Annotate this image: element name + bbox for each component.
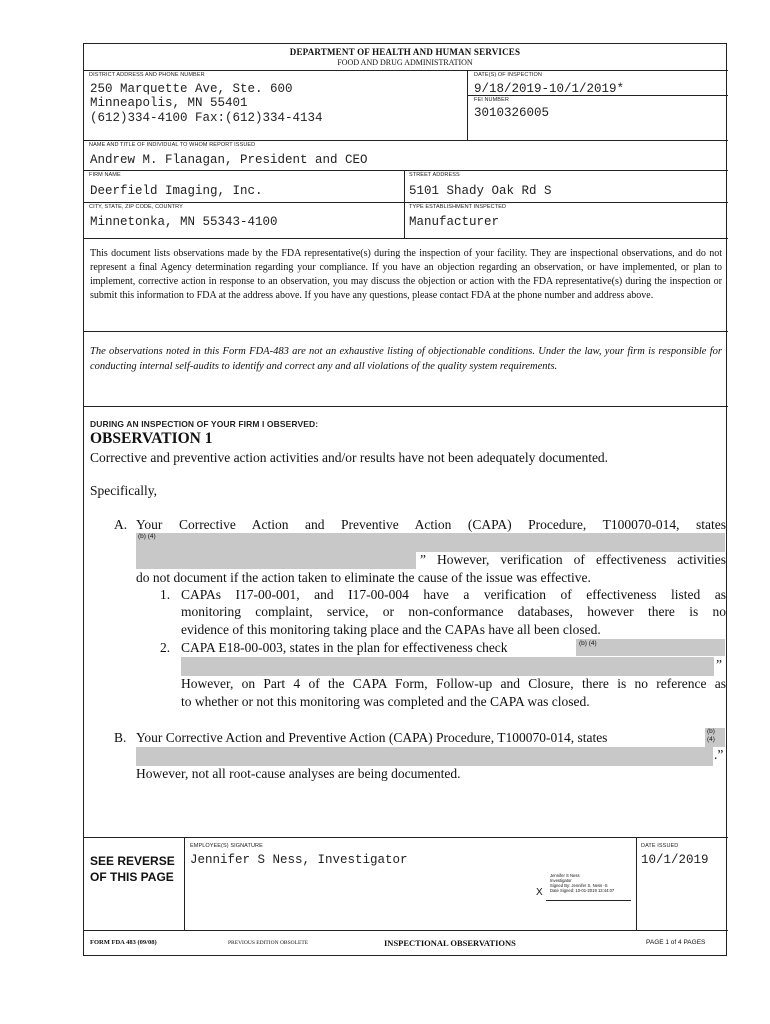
divider [467, 70, 468, 140]
fei-number: 3010326005 [474, 106, 550, 120]
item-a2-marker: 2. [160, 640, 171, 655]
item-b-close: .” [714, 747, 724, 762]
item-a-after-redaction: ” However, verification of effectiveness activities [420, 552, 726, 567]
redaction-code-4: (4) [707, 736, 715, 743]
item-b-text: Your Corrective Action and Preventive Action (CAPA) Procedure, T100070-014, states [136, 730, 608, 745]
item-a-text: Your Corrective Action and Preventive Action (CAPA) Procedure, T100070-014, states [136, 517, 726, 532]
fda-483-form [83, 43, 727, 956]
item-a1-line2: monitoring complaint, service, or non-conformance databases, however there is no [181, 604, 726, 619]
esig-name: Jennifer S Ness [550, 873, 580, 878]
employee-name: Jennifer S Ness, Investigator [190, 853, 408, 867]
item-a-continuation: do not document if the action taken to eliminate the cause of the issue was effective. [136, 570, 591, 585]
page-count: PAGE 1 of 4 PAGES [646, 939, 706, 946]
divider [84, 837, 728, 838]
disclaimer-paragraph: The observations noted in this Form FDA-483 are not an exhaustive listing of objectionable conditions. Under the law, your firm is responsible for conducting internal self-audits to identify and correct any and all violations of the quality system requirements. [90, 346, 722, 372]
individual-name: Andrew M. Flanagan, President and CEO [90, 153, 368, 167]
firm-name-label: FIRM NAME [89, 172, 121, 178]
sub-agency-title: FOOD AND DRUG ADMINISTRATION [337, 58, 473, 67]
redaction-block [136, 552, 416, 569]
specifically-text: Specifically, [90, 483, 157, 498]
item-a1-line3: evidence of this monitoring taking place and the CAPAs have all been closed. [181, 622, 601, 637]
esig-date: Date Signed: 10-01-2019 13:44:07 [550, 888, 615, 893]
redaction-block [136, 533, 725, 552]
item-a1-marker: 1. [160, 587, 171, 602]
date-issued: 10/1/2019 [641, 853, 709, 867]
item-a2-line3: However, on Part 4 of the CAPA Form, Follow-up and Closure, there is no reference as [181, 676, 726, 691]
divider [636, 837, 637, 930]
establishment-type-label: TYPE ESTABLISHMENT INSPECTED [409, 204, 507, 210]
firm-name: Deerfield Imaging, Inc. [90, 184, 263, 198]
fei-label: FEI NUMBER [474, 97, 509, 103]
divider [84, 70, 728, 71]
item-b-continuation: However, not all root-cause analyses are being documented. [136, 766, 461, 781]
date-issued-label: DATE ISSUED [641, 843, 679, 849]
inspection-dates: 9/18/2019-10/1/2019* [474, 82, 625, 96]
redaction-code: (b) (4) [138, 533, 156, 540]
form-title: INSPECTIONAL OBSERVATIONS [384, 938, 516, 948]
previous-edition: PREVIOUS EDITION OBSOLETE [228, 940, 309, 946]
district-label: DISTRICT ADDRESS AND PHONE NUMBER [89, 72, 205, 78]
observation-title: OBSERVATION 1 [90, 430, 213, 447]
item-a2-line4: to whether or not this monitoring was completed and the CAPA was closed. [181, 694, 590, 709]
district-address-line1: 250 Marquette Ave, Ste. 600 [90, 82, 293, 96]
item-b-marker: B. [114, 730, 127, 745]
city-label: CITY, STATE, ZIP CODE, COUNTRY [89, 204, 183, 210]
item-a-marker: A. [114, 517, 128, 532]
esig-title: Investigator [550, 878, 572, 883]
esig-signed-by: Signed By: Jennifer S. Ness -S [550, 883, 608, 888]
divider [404, 170, 405, 238]
inspection-dates-label: DATE(S) OF INSPECTION [474, 72, 543, 78]
city-state-zip: Minnetonka, MN 55343-4100 [90, 215, 278, 229]
divider [84, 331, 728, 332]
agency-title: DEPARTMENT OF HEALTH AND HUMAN SERVICES [289, 47, 521, 57]
divider [84, 202, 728, 203]
observation-summary: Corrective and preventive action activities and/or results have not been adequately documented. [90, 450, 609, 465]
employee-signature-label: EMPLOYEE(S) SIGNATURE [190, 843, 263, 849]
notice-paragraph: This document lists observations made by the FDA representative(s) during the inspection of your facility. They are inspectional observations, and do not represent a final Agency determination regarding your compliance. If you have an objection regarding an observation, or have implemented, or plan to implement, corrective action in response to an observation, you may discuss the objection or action with the FDA representative(s) during the inspection or submit this information to FDA at the address above. If you have any questions, please contact FDA at the phone number and address above. [90, 248, 722, 301]
divider [84, 140, 728, 141]
redaction-block [181, 657, 714, 676]
establishment-type: Manufacturer [409, 215, 500, 229]
individual-label: NAME AND TITLE OF INDIVIDUAL TO WHOM REPORT ISSUED [89, 142, 256, 148]
divider [84, 406, 728, 407]
district-phone: (612)334-4100 Fax:(612)334-4134 [90, 111, 323, 125]
redaction-block [136, 747, 713, 766]
street-label: STREET ADDRESS [409, 172, 460, 178]
see-reverse-line1: SEE REVERSE [90, 854, 175, 868]
divider [84, 238, 728, 239]
item-a1-line1: CAPAs I17-00-001, and I17-00-004 have a verification of effectiveness listed as [181, 587, 726, 602]
form-number: FORM FDA 483 (09/08) [90, 939, 157, 946]
divider [84, 930, 728, 931]
item-a2-line1: CAPA E18-00-003, states in the plan for effectiveness check [181, 640, 508, 655]
redaction-code: (b) (4) [579, 640, 597, 647]
close-quote: ” [716, 657, 722, 672]
divider [184, 837, 185, 930]
signature-x-mark: X [536, 887, 543, 898]
district-address-line2: Minneapolis, MN 55401 [90, 96, 248, 110]
see-reverse-line2: OF THIS PAGE [90, 870, 174, 884]
redaction-code-b: (b) [707, 728, 715, 735]
street-address: 5101 Shady Oak Rd S [409, 184, 552, 198]
observed-intro: DURING AN INSPECTION OF YOUR FIRM I OBSERVED: [90, 419, 319, 429]
divider [84, 170, 728, 171]
redaction-block [576, 639, 725, 656]
signature-line [546, 900, 631, 901]
